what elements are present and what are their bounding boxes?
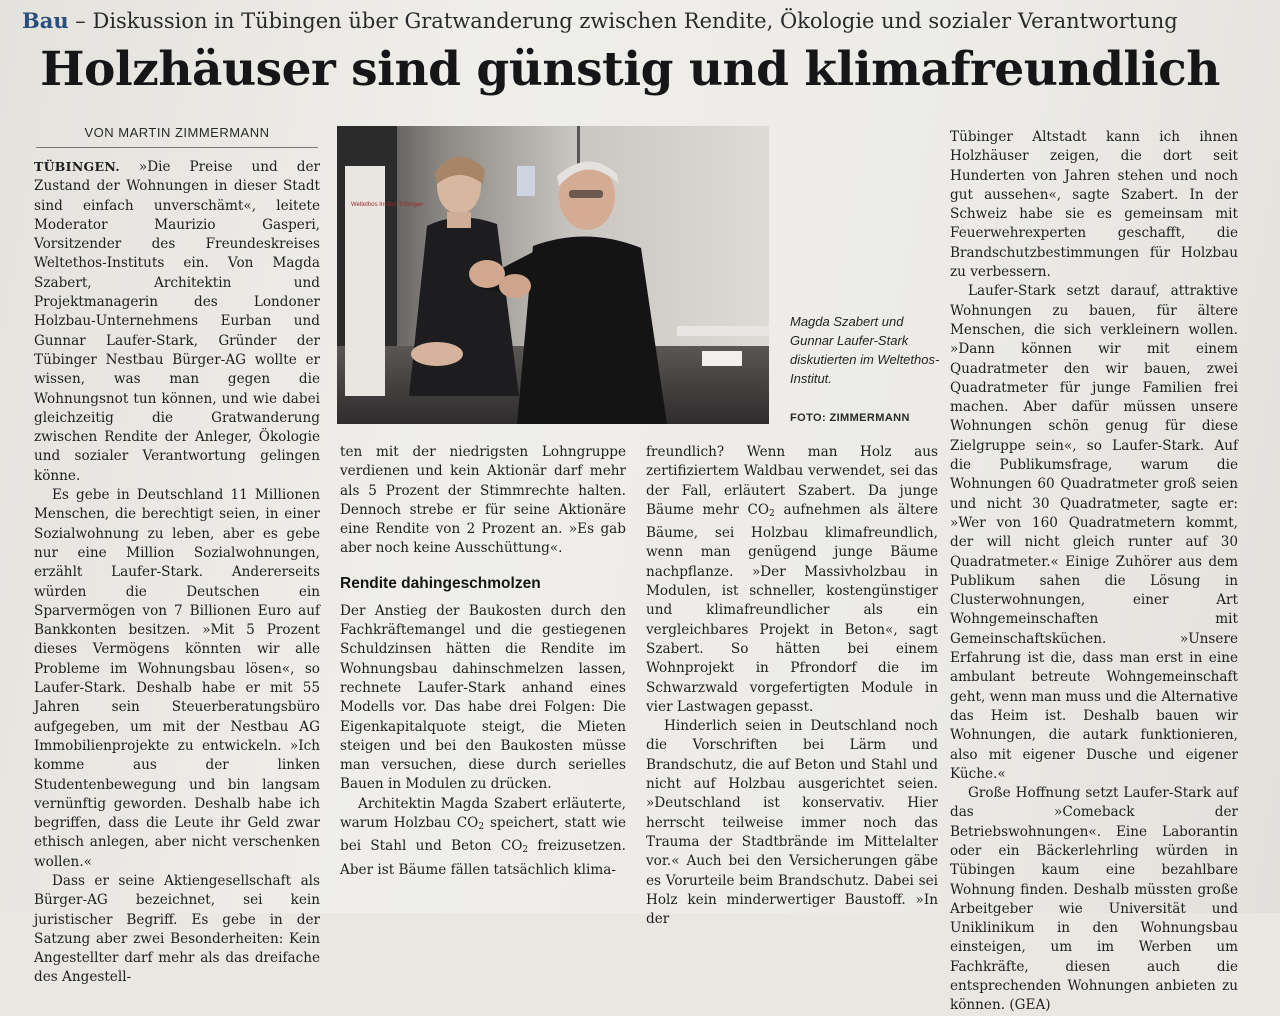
paragraph-text: aufnehmen als ältere Bäume, sei Holzbau klimafreundlich, wenn man genügend junge Bäume nachpflanze. »Der Massivholzbau in Modulen, ist schneller, kostengünstiger und klimafreundlicher als ein vergleichbares Projekt in Beton«, sagt Szabert. So hätten bei einem Wohnprojekt in Pfrondorf die im Schwarzwald vorgefertigten Module in vier Lastwagen gepasst. bbox=[646, 501, 939, 715]
paragraph: Dass er seine Aktiengesellschaft als Bürger-AG bezeichnet, sei kein juristischer Begriff. Es gebe in der Satzung aber zwei Besonderheiten: Kein Angestellter darf mehr als das dreifache des Angestell- bbox=[34, 872, 320, 986]
banner-text: Weltethos Institut Tübingen bbox=[351, 202, 424, 208]
subscript: 2 bbox=[478, 822, 485, 833]
paragraph-text: Architektin Magda Szabert erläuterte, warum Holzbau CO bbox=[340, 795, 626, 832]
paragraph: Große Hoffnung setzt Laufer-Stark auf das »Comeback der Betriebswohnungen«. Eine Laborantin oder ein Bäckerlehrling würden in Tübingen kaum eine bezahlbare Wohnung finden. Deshalb müssten große Arbeitgeber wie Universität und Uniklinikum in den Wohnungsbau einsteigen, um im Werben um Fachkräfte, diesen auch die entsprechenden Wohnungen anbieten zu können. (GEA) bbox=[950, 785, 1238, 1014]
paragraph: ten mit der niedrigsten Lohngruppe verdienen und kein Aktionär darf mehr als 5 Prozent der Stimmrechte halten. Dennoch strebe er für seine Aktionäre eine Rendite von 2 Prozent an. »Es gab aber noch keine Ausschüttung«. bbox=[340, 444, 626, 557]
subscript: 2 bbox=[769, 508, 775, 519]
paragraph: Der Anstieg der Baukosten durch den Fachkräftemangel und die gestiegenen Schuldzinsen hätten die Rendite im Wohnungsbau dahinschmelzen lassen, rechnete Laufer-Stark anhand eines Modells vor. Das habe drei Folgen: Die Eigenkapitalquote steigt, die Mieten steigen und bei den Baukosten müsse man versuchen, diese durch serielles Bauen in Modulen zu drücken. bbox=[340, 602, 626, 793]
article-photo bbox=[337, 126, 769, 424]
paragraph-text: freundlich? Wenn man Holz aus zertifiziertem Waldbau verwendet, sei das der Fall, erläutert Szabert. Da junge Bäume mehr CO bbox=[646, 444, 938, 518]
column-3 bbox=[646, 443, 939, 928]
headline: Holzhäuser sind günstig und klimafreundlich bbox=[40, 42, 1220, 97]
subheading: Rendite dahingeschmolzen bbox=[340, 574, 541, 592]
paragraph: Hinderlich seien in Deutschland noch die Vorschriften bei Lärm und Brandschutz, die auf Beton und Stahl und nicht auf Holzbau ausgerichtet seien. »Deutschland ist konservativ. Hier herrscht teilweise immer noch das Trauma der Stadtbrände im Mittelalter vor.« Auch bei den Versicherungen gäbe es Vorurteile beim Brandschutz. Dabei sei Holz kein minderwertiger Baustoff. »In der bbox=[646, 718, 938, 928]
paragraph-text: »Die Preise und der Zustand der Wohnungen in dieser Stadt sind einfach unverschämt«, leitete Moderator Maurizio Gasperi, Vorsitzender des Freundeskreises Weltethos-Instituts ein. Von Magda Szabert, Architektin und Projektmanagerin des Londoner Holzbau-Unternehmens Eurban und Gunnar Laufer-Stark, Gründer der Tübinger Nestbau Bürger-AG wollte er wissen, was man gegen die Wohnungsnot tun können, und wie dabei gleichzeitig die Gratwanderung zwischen Rendite der Anleger, Ökologie und sozialer Verantwortung gelingen könne. bbox=[34, 159, 320, 484]
paragraph bbox=[340, 795, 626, 880]
paragraph bbox=[646, 443, 938, 717]
author-byline: VON MARTIN ZIMMERMANN bbox=[84, 125, 270, 140]
photo-credit: FOTO: ZIMMERMANN bbox=[790, 412, 910, 424]
photo-caption: Magda Szabert und Gunnar Laufer-Stark diskutierten im Weltethos-Institut. bbox=[790, 314, 940, 386]
kicker-text: – Diskussion in Tübingen über Gratwanderung zwischen Rendite, Ökologie und sozialer Verantwortung bbox=[68, 9, 1178, 33]
paragraph-text: speichert, statt wie bei Stahl und Beton CO bbox=[340, 815, 626, 855]
paragraph bbox=[34, 157, 320, 486]
paragraph: Es gebe in Deutschland 11 Millionen Menschen, die berechtigt seien, in einer Sozialwohnung zu leben, aber es gebe nur eine Million Sozialwohnungen, erzählt Laufer-Stark. Andererseits würden die Deutschen ein Sparvermögen von 7 Billionen Euro auf Bankkonten besitzen. »Mit 5 Prozent dieses Vermögens könnten wir alle Probleme im Wohnungsbau lösen«, so Laufer-Stark. Deshalb habe er mit 55 Jahren sein Steuerberatungsbüro aufgegeben, um mit der Nestbau AG Immobilienprojekte zu entwickeln. »Ich komme aus der linken Studentenbewegung und bin langsam vernünftig geworden. Deshalb habe ich begriffen, dass die Leute ihr Geld zwar ethisch anlegen, aber nicht verschenken wollen.« bbox=[34, 487, 320, 870]
paragraph: Tübinger Altstadt kann ich ihnen Holzhäuser zeigen, die dort seit Hunderten von Jahren stehen und noch gut aussehen«, sagte Szabert. In der Schweiz habe sie es gemeinsam mit Feuerwehrexperten geschafft, die Brandschutzbestimmungen für Holzbau zu verbessern. bbox=[950, 129, 1238, 281]
subscript: 2 bbox=[522, 845, 529, 856]
column-2 bbox=[340, 443, 626, 905]
department-label: Bau bbox=[22, 8, 69, 33]
column-1 bbox=[34, 157, 320, 986]
paragraph-text: freizusetzen. Aber ist Bäume fällen tatsächlich klima- bbox=[340, 838, 626, 878]
dateline: TÜBINGEN. bbox=[34, 159, 120, 174]
byline-rule bbox=[36, 147, 318, 148]
kicker-line bbox=[22, 6, 1262, 36]
photo-illustration bbox=[337, 126, 769, 424]
column-4 bbox=[950, 128, 1238, 1014]
paragraph: Laufer-Stark setzt darauf, attraktive Wohnungen zu bauen, für ältere Menschen, die sich verkleinern wollen. »Dann können wir mit einem Quadratmeter den wir bauen, zwei Quadratmeter für junge Familien frei machen. Aber dafür müssen unsere Wohnungen schön genug für diese Zielgruppe sein«, so Laufer-Stark. Auf die Publikumsfrage, warum die Wohnungen 60 Quadratmeter groß seien und nicht 30 Quadratmeter, sagte er: »Wer von 160 Quadratmetern kommt, der will nicht gleich runter auf 30 Quadratmeter.« Einige Zuhörer aus dem Publikum sahen die Lösung in Clusterwohnungen, einer Art Wohngemeinschaften mit Gemeinschaftsküchen. »Unsere Erfahrung ist die, dass man erst in eine ambulant betreute Wohngemeinschaft geht, wenn man muss und die Alternative das Heim ist. Deshalb bauen wir Wohnungen, die autark funktionieren, also mit eigener Dusche und eigener Küche.« bbox=[950, 283, 1238, 782]
